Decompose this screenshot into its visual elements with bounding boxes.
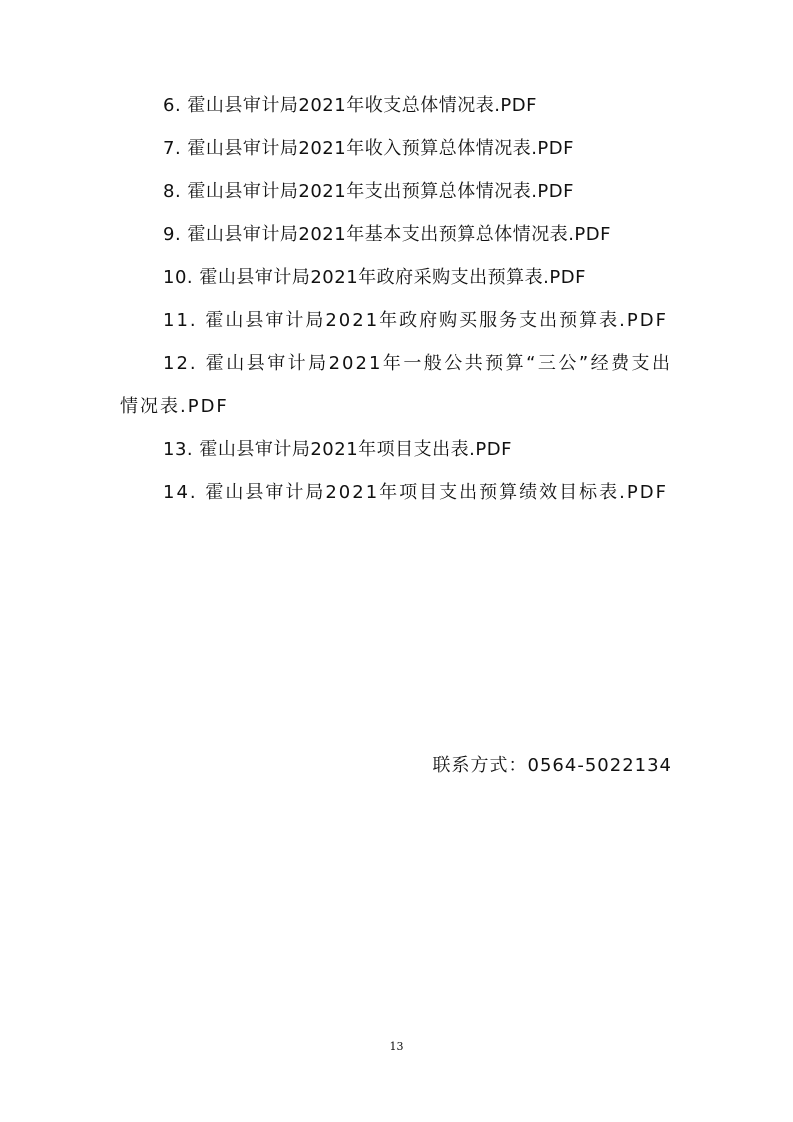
attachment-item: 10. 霍山县审计局2021年政府采购支出预算表.PDF <box>163 267 586 288</box>
attachment-item: 14. 霍山县审计局2021年项目支出预算绩效目标表.PDF <box>163 482 668 503</box>
attachment-item: 13. 霍山县审计局2021年项目支出表.PDF <box>163 439 512 460</box>
attachment-item: 12. 霍山县审计局2021年一般公共预算“三公”经费支出情况表.PDF <box>120 353 672 417</box>
attachment-item: 6. 霍山县审计局2021年收支总体情况表.PDF <box>163 95 537 116</box>
attachment-item: 7. 霍山县审计局2021年收入预算总体情况表.PDF <box>163 138 574 159</box>
contact-info: 联系方式：0564-5022134 <box>432 755 672 776</box>
attachment-item: 11. 霍山县审计局2021年政府购买服务支出预算表.PDF <box>163 310 668 331</box>
attachment-item: 9. 霍山县审计局2021年基本支出预算总体情况表.PDF <box>163 224 611 245</box>
attachment-item: 8. 霍山县审计局2021年支出预算总体情况表.PDF <box>163 181 574 202</box>
attachment-list <box>120 84 672 514</box>
page-number: 13 <box>389 1040 404 1053</box>
